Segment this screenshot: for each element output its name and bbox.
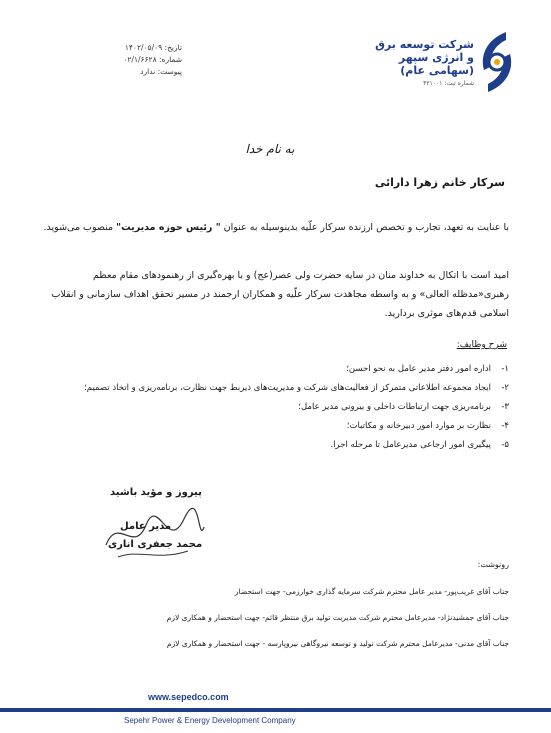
footer-divider: [0, 708, 551, 712]
duty-number: ۱-: [501, 364, 509, 374]
appointment-text-start: با عنایت به تعهد، تجارب و تخصص ارزنده سرکار علّیه بدینوسیله به عنوان: [220, 222, 509, 233]
cc-item: جناب آقای جمشیدنژاد- مدیرعامل محترم شرکت مدیریت تولید برق منتظر قائم- جهت استحضار و همکاری لازم: [166, 613, 509, 622]
duty-text: نظارت بر موارد امور دبیرخانه و مکاتبات؛: [346, 421, 491, 431]
duty-text: اداره امور دفتر مدیر عامل به نحو احسن؛: [346, 364, 491, 374]
footer-company-name: Sepehr Power & Energy Development Company: [124, 716, 296, 725]
company-name: [364, 38, 474, 89]
duties-title: شرح وظایف:: [456, 340, 507, 350]
signature-block: [98, 505, 208, 565]
duties-list: [47, 360, 509, 455]
appointment-paragraph: [41, 218, 509, 237]
list-item: [47, 436, 509, 455]
closing-phrase: پیروز و مؤید باشید: [110, 487, 202, 498]
list-item: [47, 379, 509, 398]
letter-number: شماره: ۰۲/۱/۶۶۲۸: [123, 55, 182, 64]
cc-title: رونوشت:: [477, 560, 509, 569]
signature-role: مدیر عامل: [120, 521, 172, 532]
duty-number: ۵-: [501, 440, 509, 450]
company-logo: [368, 30, 518, 98]
duty-number: ۳-: [501, 402, 509, 412]
list-item: [47, 360, 509, 379]
duty-text: پیگیری امور ارجاعی مدیرعامل تا مرحله اجرا.: [330, 440, 491, 450]
letter-footer: [0, 690, 551, 733]
letter-meta: [62, 42, 182, 78]
footer-website: www.sepedco.com: [148, 692, 229, 702]
letter-attachment: پیوست: ندارد: [140, 67, 182, 76]
duty-text: ایجاد مجموعه اطلاعاتی متمرکز از فعالیت‌های شرکت و مدیریت‌های ذیربط جهت نظارت، برنامه‌ریزی و اتخاذ تصمیم؛: [84, 383, 491, 393]
list-item: [47, 398, 509, 417]
duty-text: برنامه‌ریزی جهت ارتباطات داخلی و بیرونی مدیر عامل؛: [298, 402, 491, 412]
appointment-position: " رئیس حوزه مدیریت": [116, 222, 221, 233]
company-name-line1: شرکت توسعه برق: [375, 38, 474, 51]
cc-item: جناب آقای مدنی- مدیرعامل محترم شرکت تولید و توسعه نیروگاهی نیروپارسه - جهت استحضار و همکاری لازم: [166, 639, 509, 648]
signature-name: محمد جعفری اناری: [108, 539, 203, 550]
letter-date: تاریخ: ۱۴۰۲/۰۵/۰۹: [124, 43, 182, 52]
appointment-text-end: منصوب می‌شوید.: [43, 222, 117, 233]
wish-paragraph: امید است با اتکال به خداوند منان در سایه حضرت ولی عصر(عج) و با بهره‌گیری از رهنمودهای مقام معظم رهبری«مدظله العالی» و به واسطه مجاهدت سرکار علّیه و همکاران ارجمند در مسیر تحقق اهداف سازمانی و انقلاب اسلامی قدم‌های موثری بردارید.: [51, 270, 509, 319]
basmala: به نام خدا: [245, 142, 295, 156]
company-registration: شماره ثبت: ۴۳۱۰۰۱: [423, 80, 474, 87]
duty-number: ۴-: [501, 421, 509, 431]
company-logo-icon: [476, 30, 518, 94]
company-name-line2: و انرژی سپهر (سهامی عام): [398, 51, 474, 77]
duty-number: ۲-: [501, 383, 509, 393]
list-item: [47, 417, 509, 436]
signature-scribble-icon: [98, 505, 208, 565]
cc-item: جناب آقای غریب‌پور- مدیر عامل محترم شرکت سرمایه گذاری خوارزمی- جهت استحضار: [234, 587, 509, 596]
recipient: سرکار خانم زهرا دارائی: [374, 176, 505, 189]
